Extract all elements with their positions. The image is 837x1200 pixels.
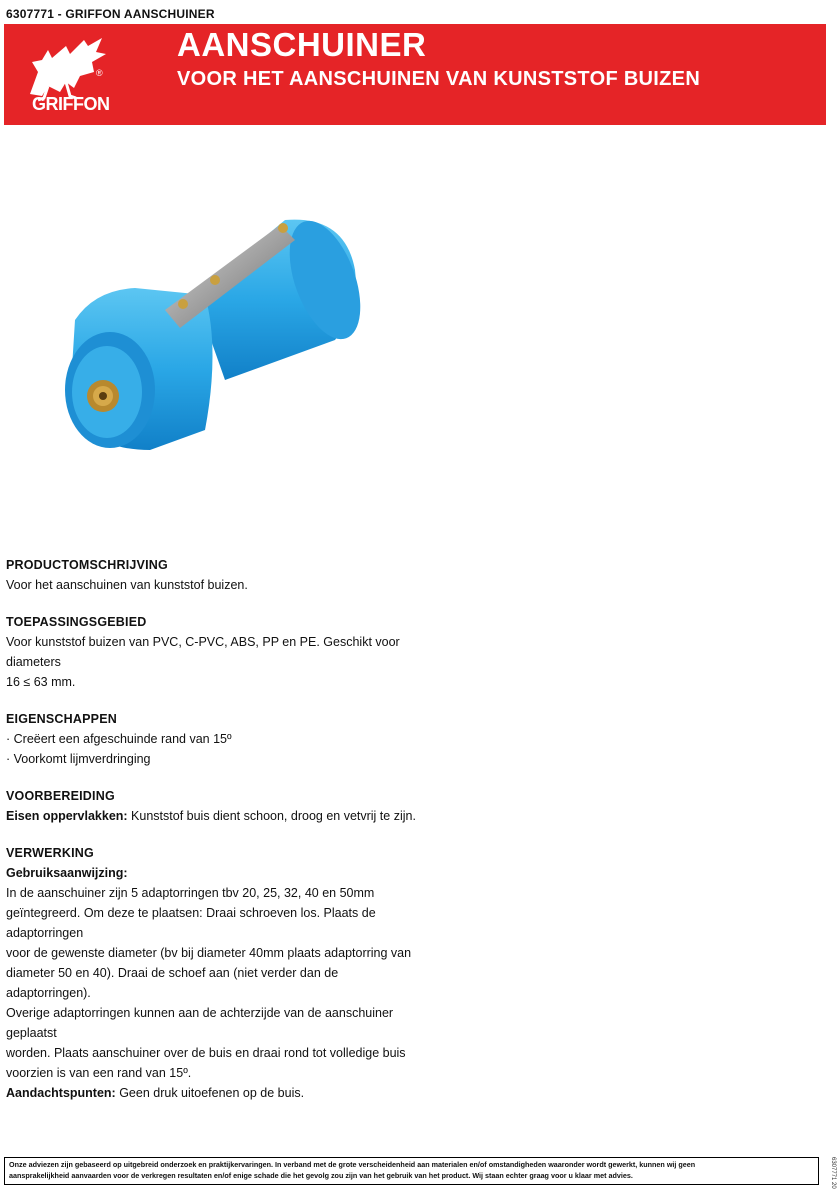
section-heading: TOEPASSINGSGEBIED — [6, 615, 147, 629]
section-heading: PRODUCTOMSCHRIJVING — [6, 558, 168, 572]
page-title: AANSCHUINER — [177, 26, 427, 63]
section-productomschrijving — [6, 555, 426, 595]
list-item: · Voorkomt lijmverdringing — [6, 752, 151, 766]
section-heading: VERWERKING — [6, 846, 94, 860]
product-image — [55, 200, 375, 470]
field-label: Eisen oppervlakken: — [6, 809, 128, 823]
section-toepassingsgebied — [6, 612, 426, 692]
section-voorbereiding — [6, 786, 426, 826]
field-label: Aandachtspunten: — [6, 1086, 116, 1100]
registered-mark: ® — [96, 68, 103, 78]
section-text: voorzien is van een rand van 15º. — [6, 1066, 192, 1080]
section-text: diameter 50 en 40). Draai de schoef aan (niet verder dan de adaptorringen). — [6, 966, 339, 1000]
header-banner — [4, 24, 826, 125]
disclaimer-footer — [4, 1157, 819, 1185]
section-text: In de aanschuiner zijn 5 adaptorringen tbv 20, 25, 32, 40 en 50mm — [6, 886, 375, 900]
section-heading: EIGENSCHAPPEN — [6, 712, 117, 726]
field-value: Geen druk uitoefenen op de buis. — [115, 1086, 305, 1100]
section-text: worden. Plaats aanschuiner over de buis en draai rond tot volledige buis — [6, 1046, 406, 1060]
description-content — [6, 555, 426, 1120]
section-heading: VOORBEREIDING — [6, 789, 115, 803]
side-code: 6307771 20 — [830, 1157, 836, 1189]
section-text: Voor kunststof buizen van PVC, C-PVC, ABS, PP en PE. Geschikt voor diameters — [6, 635, 400, 669]
page-subtitle: VOOR HET AANSCHUINEN VAN KUNSTSTOF BUIZEN — [177, 68, 701, 90]
brand-name: GRIFFON — [32, 94, 110, 114]
disclaimer-line: Onze adviezen zijn gebaseerd op uitgebreid onderzoek en praktijkervaringen. In verband met de grote verscheidenheid aan materialen en/of omstandigheden waaronder wordt gewerkt, kunnen wij geen — [9, 1160, 696, 1169]
section-text — [6, 1083, 426, 1103]
section-verwerking — [6, 843, 426, 1103]
section-eigenschappen — [6, 709, 426, 769]
section-text: Overige adaptorringen kunnen aan de achterzijde van de aanschuiner geplaatst — [6, 1006, 394, 1040]
field-value: Kunststof buis dient schoon, droog en vetvrij te zijn. — [127, 809, 416, 823]
document-code: 6307771 - GRIFFON AANSCHUINER — [6, 7, 215, 21]
section-text: 16 ≤ 63 mm. — [6, 675, 76, 689]
section-text — [6, 806, 426, 826]
section-text: voor de gewenste diameter (bv bij diameter 40mm plaats adaptorring van — [6, 946, 412, 960]
disclaimer-line: aansprakelijkheid aanvaarden voor de verkregen resultaten en/of enige schade die het gevolg zou zijn van het gebruik van het product. Wij staan echter graag voor u klaar met advies. — [9, 1171, 633, 1180]
field-label: Gebruiksaanwijzing: — [6, 866, 128, 880]
section-text: geïntegreerd. Om deze te plaatsen: Draai schroeven los. Plaats de adaptorringen — [6, 906, 376, 940]
section-text: Voor het aanschuinen van kunststof buizen. — [6, 578, 248, 592]
list-item: · Creëert een afgeschuinde rand van 15º — [6, 732, 232, 746]
